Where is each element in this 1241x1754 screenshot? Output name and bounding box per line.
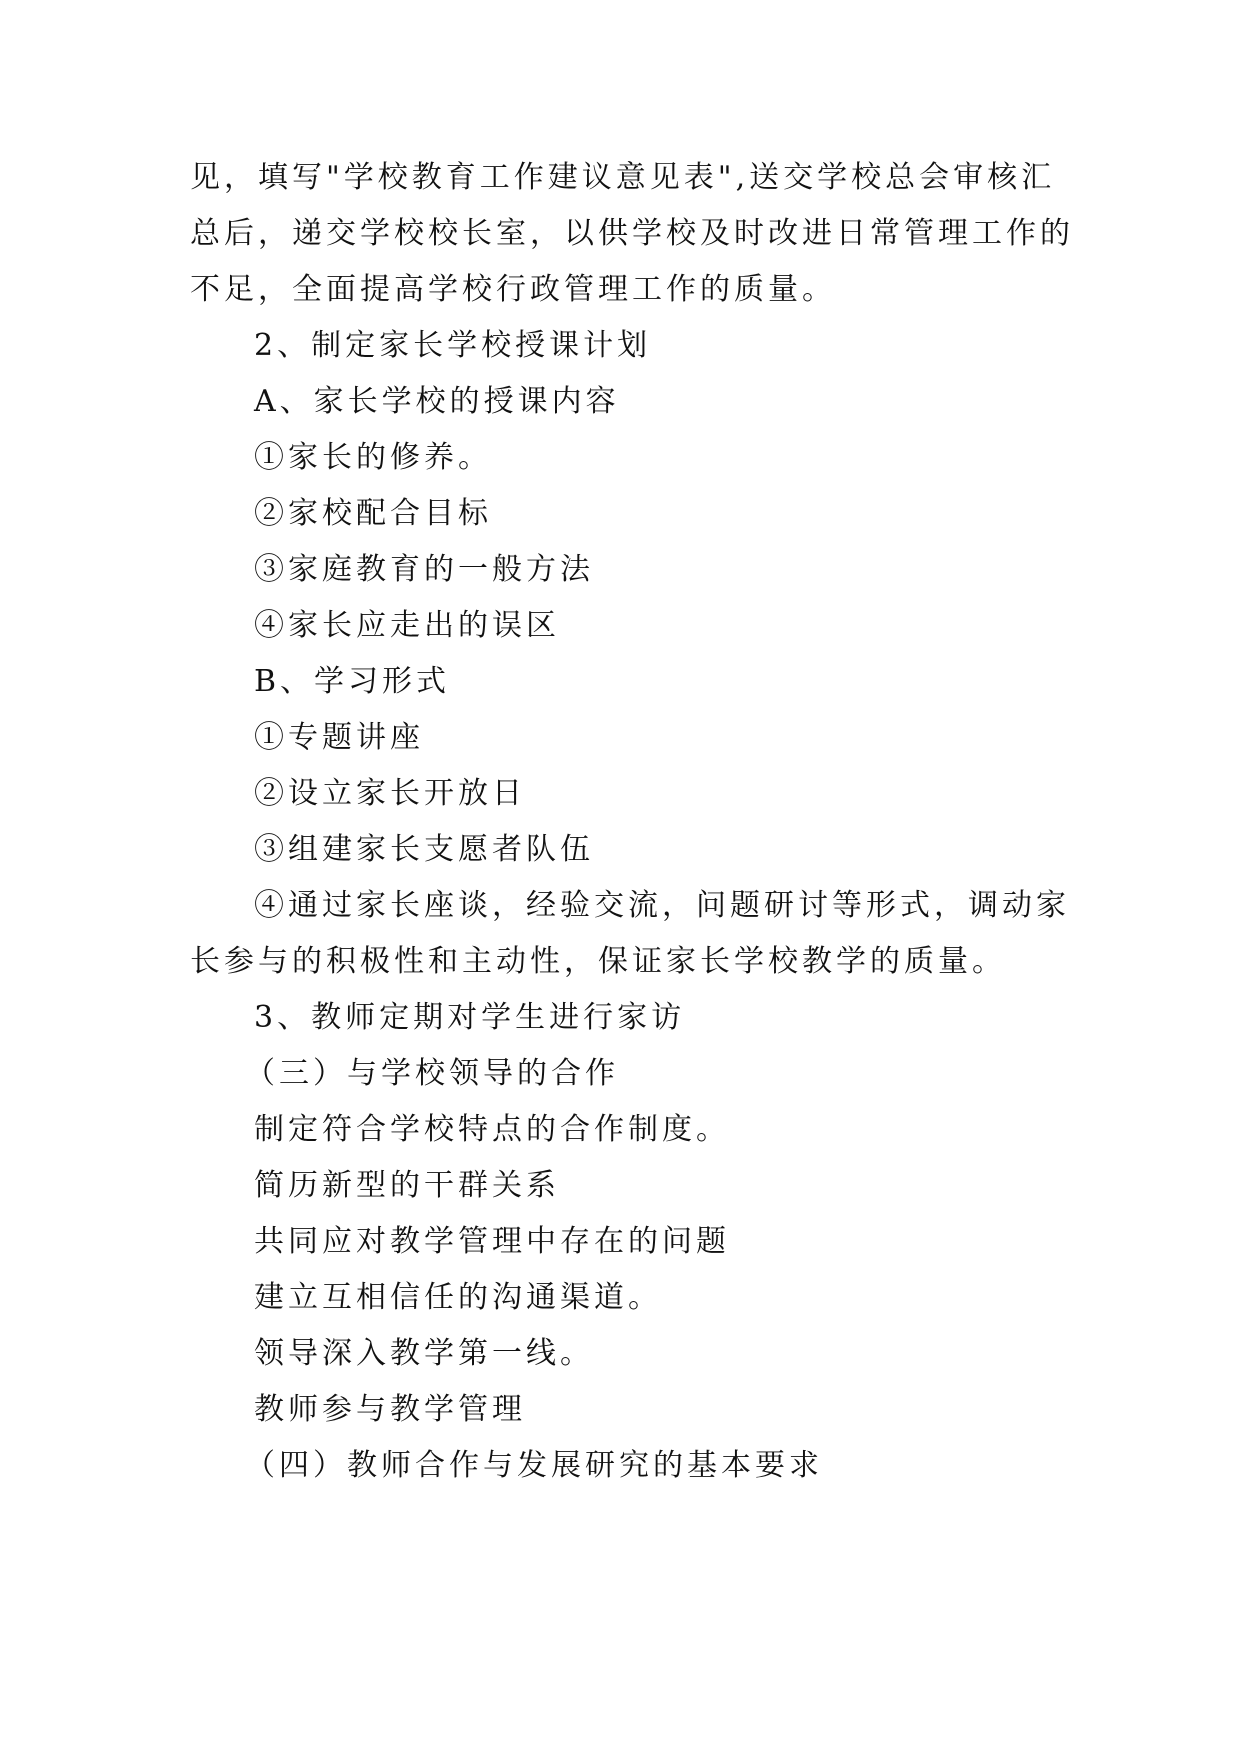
paragraph-line: 简历新型的干群关系 xyxy=(254,1168,560,1203)
section-heading: 3、教师定期对学生进行家访 xyxy=(254,1000,686,1035)
paragraph-line: 长参与的积极性和主动性，保证家长学校教学的质量。 xyxy=(190,944,1006,979)
paragraph-line: 制定符合学校特点的合作制度。 xyxy=(254,1112,730,1147)
list-item: ③组建家长支愿者队伍 xyxy=(254,832,594,867)
section-heading: （三）与学校领导的合作 xyxy=(245,1056,619,1091)
paragraph-line: 见，填写"学校教育工作建议意见表",送交学校总会审核汇 xyxy=(190,160,1056,195)
list-item: ④家长应走出的误区 xyxy=(254,608,560,643)
paragraph-line: 总后，递交学校校长室，以供学校及时改进日常管理工作的 xyxy=(190,216,1074,251)
list-item: ②设立家长开放日 xyxy=(254,776,526,811)
section-heading: 2、制定家长学校授课计划 xyxy=(254,328,652,363)
list-item: ②家校配合目标 xyxy=(254,496,492,531)
list-item: ①专题讲座 xyxy=(254,720,424,755)
list-item: ④通过家长座谈，经验交流，问题研讨等形式，调动家 xyxy=(254,888,1070,923)
paragraph-line: 不足，全面提高学校行政管理工作的质量。 xyxy=(190,272,836,307)
paragraph-line: 建立互相信任的沟通渠道。 xyxy=(254,1280,662,1315)
list-item: ①家长的修养。 xyxy=(254,440,492,475)
list-item: ③家庭教育的一般方法 xyxy=(254,552,594,587)
paragraph-line: 共同应对教学管理中存在的问题 xyxy=(254,1224,730,1259)
section-heading: （四）教师合作与发展研究的基本要求 xyxy=(245,1448,823,1483)
subsection-heading: B、学习形式 xyxy=(254,664,451,699)
paragraph-line: 教师参与教学管理 xyxy=(254,1392,526,1427)
paragraph-line: 领导深入教学第一线。 xyxy=(254,1336,594,1371)
subsection-heading: A、家长学校的授课内容 xyxy=(254,384,620,419)
